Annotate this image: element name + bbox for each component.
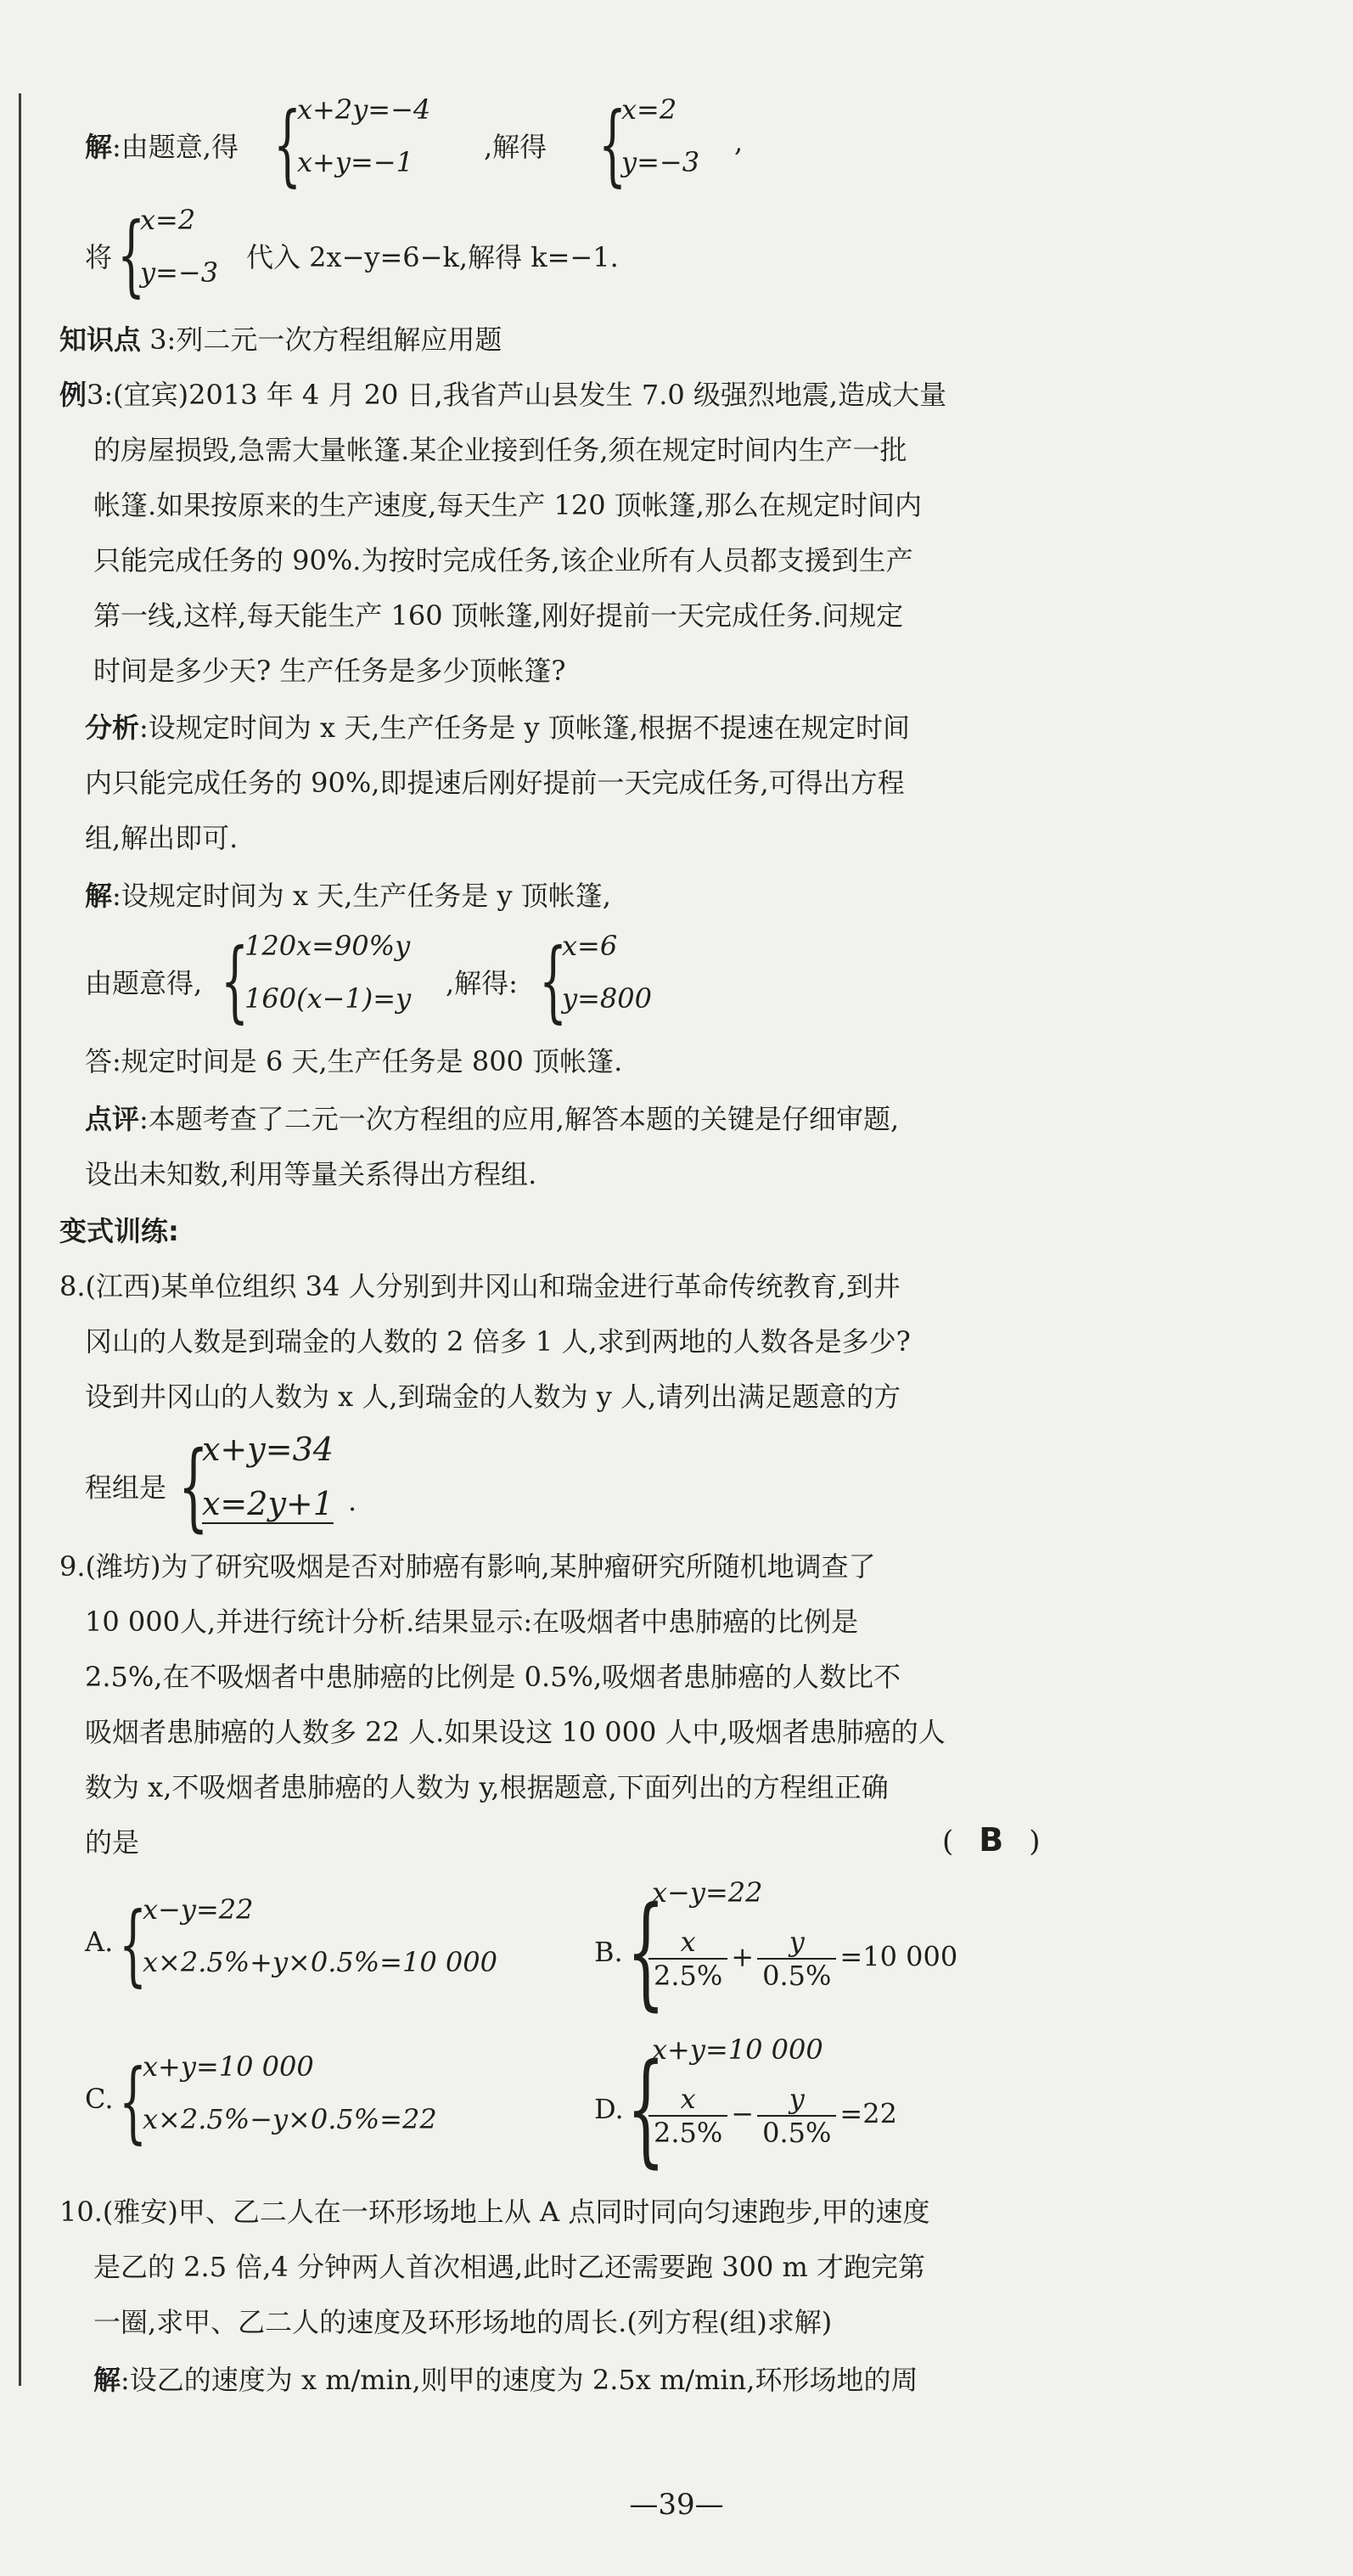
frac-num: x (648, 2083, 727, 2117)
option-eq2 (645, 1926, 957, 1992)
q10-line: 一圈,求甲、乙二人的速度及环形场地的周长.(列方程(组)求解) (93, 2306, 833, 2338)
brace: { (598, 95, 627, 197)
rhs: =22 (839, 2097, 897, 2130)
substitute-word: 将 (85, 241, 113, 273)
q8-system (85, 1431, 1188, 1543)
option-eq1: x−y=22 (143, 1893, 254, 1926)
option-eq2: x×2.5%−y×0.5%=22 (143, 2103, 437, 2135)
option-c[interactable] (85, 2050, 560, 2152)
result-1: x=6 (562, 930, 618, 962)
analysis-text: :设规定时间为 x 天,生产任务是 y 顶帐篷,根据不提速在规定时间 (139, 711, 910, 744)
frac-den: 0.5% (762, 1960, 832, 1992)
result-1: x=2 (621, 93, 677, 126)
solution-text: :由题意,得 (112, 131, 239, 163)
period: . (348, 1485, 357, 1517)
q8-line: 冈山的人数是到瑞金的人数的 2 倍多 1 人,求到两地的人数各是多少? (85, 1325, 911, 1358)
kp-label: 知识点 (59, 323, 142, 356)
option-eq1: x+y=10 000 (652, 2033, 823, 2066)
paren-open: ( (942, 1825, 954, 1859)
paren-close: ) (1029, 1825, 1041, 1859)
comment-text: :本题考查了二元一次方程组的应用,解答本题的关键是仔细审题, (139, 1103, 900, 1135)
operator: − (731, 2097, 755, 2130)
q8-line: 8.(江西)某单位组织 34 人分别到井冈山和瑞金进行革命传统教育,到井 (59, 1270, 901, 1302)
frac-den: 0.5% (762, 2117, 832, 2149)
q9-line: 9.(潍坊)为了研究吸烟是否对肺癌有影响,某肿瘤研究所随机地调查了 (59, 1550, 876, 1583)
comment-label: 点评 (85, 1103, 140, 1135)
solution-label: 解 (85, 880, 113, 912)
example-3-line: 只能完成任务的 90%.为按时完成任务,该企业所有人员都支援到生产 (93, 544, 913, 577)
example-3-line: 第一线,这样,每天能生产 160 顶帐篷,刚好提前一天完成任务.问规定 (93, 599, 904, 632)
kp-title: 3:列二元一次方程组解应用题 (141, 323, 502, 356)
frac-num: x (648, 1926, 727, 1960)
q9-answer-box (942, 1821, 1041, 1859)
frac-num: y (757, 1926, 836, 1960)
q9-answer: B (979, 1821, 1004, 1859)
brace: { (626, 1880, 665, 2022)
q8-answer-eq2: x=2y+1 (202, 1485, 334, 1522)
answer-line: 答:规定时间是 6 天,生产任务是 800 顶帐篷. (85, 1045, 623, 1077)
q9-line: 数为 x,不吸烟者患肺癌的人数为 y,根据题意,下面列出的方程组正确 (85, 1771, 889, 1803)
brace: { (221, 931, 250, 1033)
example-3-line (59, 374, 946, 413)
brace: { (117, 205, 146, 307)
option-b[interactable] (594, 1876, 1069, 2021)
example-3-line: 时间是多少天? 生产任务是多少顶帐篷? (93, 655, 566, 687)
equation-1: x+2y=−4 (297, 93, 431, 126)
brace: { (178, 1432, 209, 1543)
option-eq1: x+y=10 000 (143, 2050, 314, 2083)
result-2: y=800 (562, 982, 652, 1015)
frac-num: y (757, 2083, 836, 2117)
option-eq1: x−y=22 (652, 1876, 763, 1909)
solution-text: :设乙的速度为 x m/min,则甲的速度为 2.5x m/min,环形场地的周 (121, 2364, 918, 2396)
solution-prev-line2 (85, 204, 1188, 306)
solution-system (85, 930, 1188, 1032)
result-2: y=−3 (621, 146, 700, 178)
solution-text: :设规定时间为 x 天,生产任务是 y 顶帐篷, (112, 880, 611, 912)
analysis-line: 组,解出即可. (85, 822, 239, 854)
rhs: =10 000 (839, 1940, 958, 1973)
option-label: D. (594, 2093, 624, 2125)
analysis-line: 内只能完成任务的 90%,即提速后刚好提前一天完成任务,可得出方程 (85, 767, 905, 799)
brace: { (273, 95, 302, 197)
option-label: C. (85, 2083, 114, 2115)
option-label: B. (594, 1936, 623, 1968)
system-prefix: 程组是 (85, 1471, 167, 1504)
solution-label: 解 (93, 2364, 121, 2396)
value-x: x=2 (140, 204, 196, 236)
solve-word: ,解得: (446, 967, 518, 999)
q10-solution-line (93, 2359, 918, 2398)
operator: + (731, 1940, 755, 1973)
q9-line: 吸烟者患肺癌的人数多 22 人.如果设这 10 000 人中,吸烟者患肺癌的人 (85, 1716, 946, 1748)
frac-den: 2.5% (654, 1960, 723, 1992)
solution-line (85, 875, 611, 914)
example-3-line: 的房屋损毁,急需大量帐篷.某企业接到任务,须在规定时间内生产一批 (93, 434, 907, 466)
solve-word: ,解得 (484, 131, 547, 163)
comma: , (734, 126, 744, 158)
substitute-text: 代入 2x−y=6−k,解得 k=−1. (246, 241, 619, 273)
page-number: —39— (629, 2488, 724, 2522)
option-eq2 (645, 2083, 897, 2149)
option-d[interactable] (594, 2033, 1069, 2178)
equation-1: 120x=90%y (244, 930, 411, 962)
variant-heading: 变式训练: (59, 1215, 179, 1247)
equation-2: x+y=−1 (297, 146, 413, 178)
q8-answer-eq1: x+y=34 (202, 1431, 334, 1468)
margin-rule (19, 93, 21, 2386)
q10-line: 是乙的 2.5 倍,4 分钟两人首次相遇,此时乙还需要跑 300 m 才跑完第 (93, 2251, 926, 2283)
comment-line: 设出未知数,利用等量关系得出方程组. (85, 1158, 537, 1190)
option-label: A. (85, 1926, 114, 1958)
brace: { (119, 2052, 148, 2154)
brace: { (539, 931, 568, 1033)
solution-prev-line1 (85, 93, 1188, 195)
brace: { (119, 1895, 148, 1997)
q8-line: 设到井冈山的人数为 x 人,到瑞金的人数为 y 人,请列出满足题意的方 (85, 1381, 901, 1413)
equation-2: 160(x−1)=y (244, 982, 412, 1015)
option-a[interactable] (85, 1893, 560, 1995)
value-y: y=−3 (140, 256, 219, 289)
analysis-line (85, 706, 910, 745)
q10-line: 10.(雅安)甲、乙二人在一环形场地上从 A 点同时同向匀速跑步,甲的速度 (59, 2196, 930, 2228)
brace: { (626, 2037, 665, 2179)
frac-den: 2.5% (654, 2117, 723, 2149)
q9-line: 的是 (85, 1826, 140, 1859)
by-problem-word: 由题意得, (85, 967, 203, 999)
comment-line (85, 1098, 899, 1137)
q9-line: 10 000人,并进行统计分析.结果显示:在吸烟者中患肺癌的比例是 (85, 1606, 859, 1638)
q9-line: 2.5%,在不吸烟者中患肺癌的比例是 0.5%,吸烟者患肺癌的人数比不 (85, 1661, 901, 1693)
solution-label: 解 (85, 131, 113, 163)
knowledge-point-3 (59, 318, 502, 357)
analysis-label: 分析 (85, 711, 140, 744)
example-3-line: 帐篷.如果按原来的生产速度,每天生产 120 顶帐篷,那么在规定时间内 (93, 489, 922, 521)
example-text: 3:(宜宾)2013 年 4 月 20 日,我省芦山县发生 7.0 级强烈地震,造成大量 (87, 379, 947, 411)
option-eq2: x×2.5%+y×0.5%=10 000 (143, 1946, 497, 1978)
example-label: 例 (59, 379, 87, 411)
